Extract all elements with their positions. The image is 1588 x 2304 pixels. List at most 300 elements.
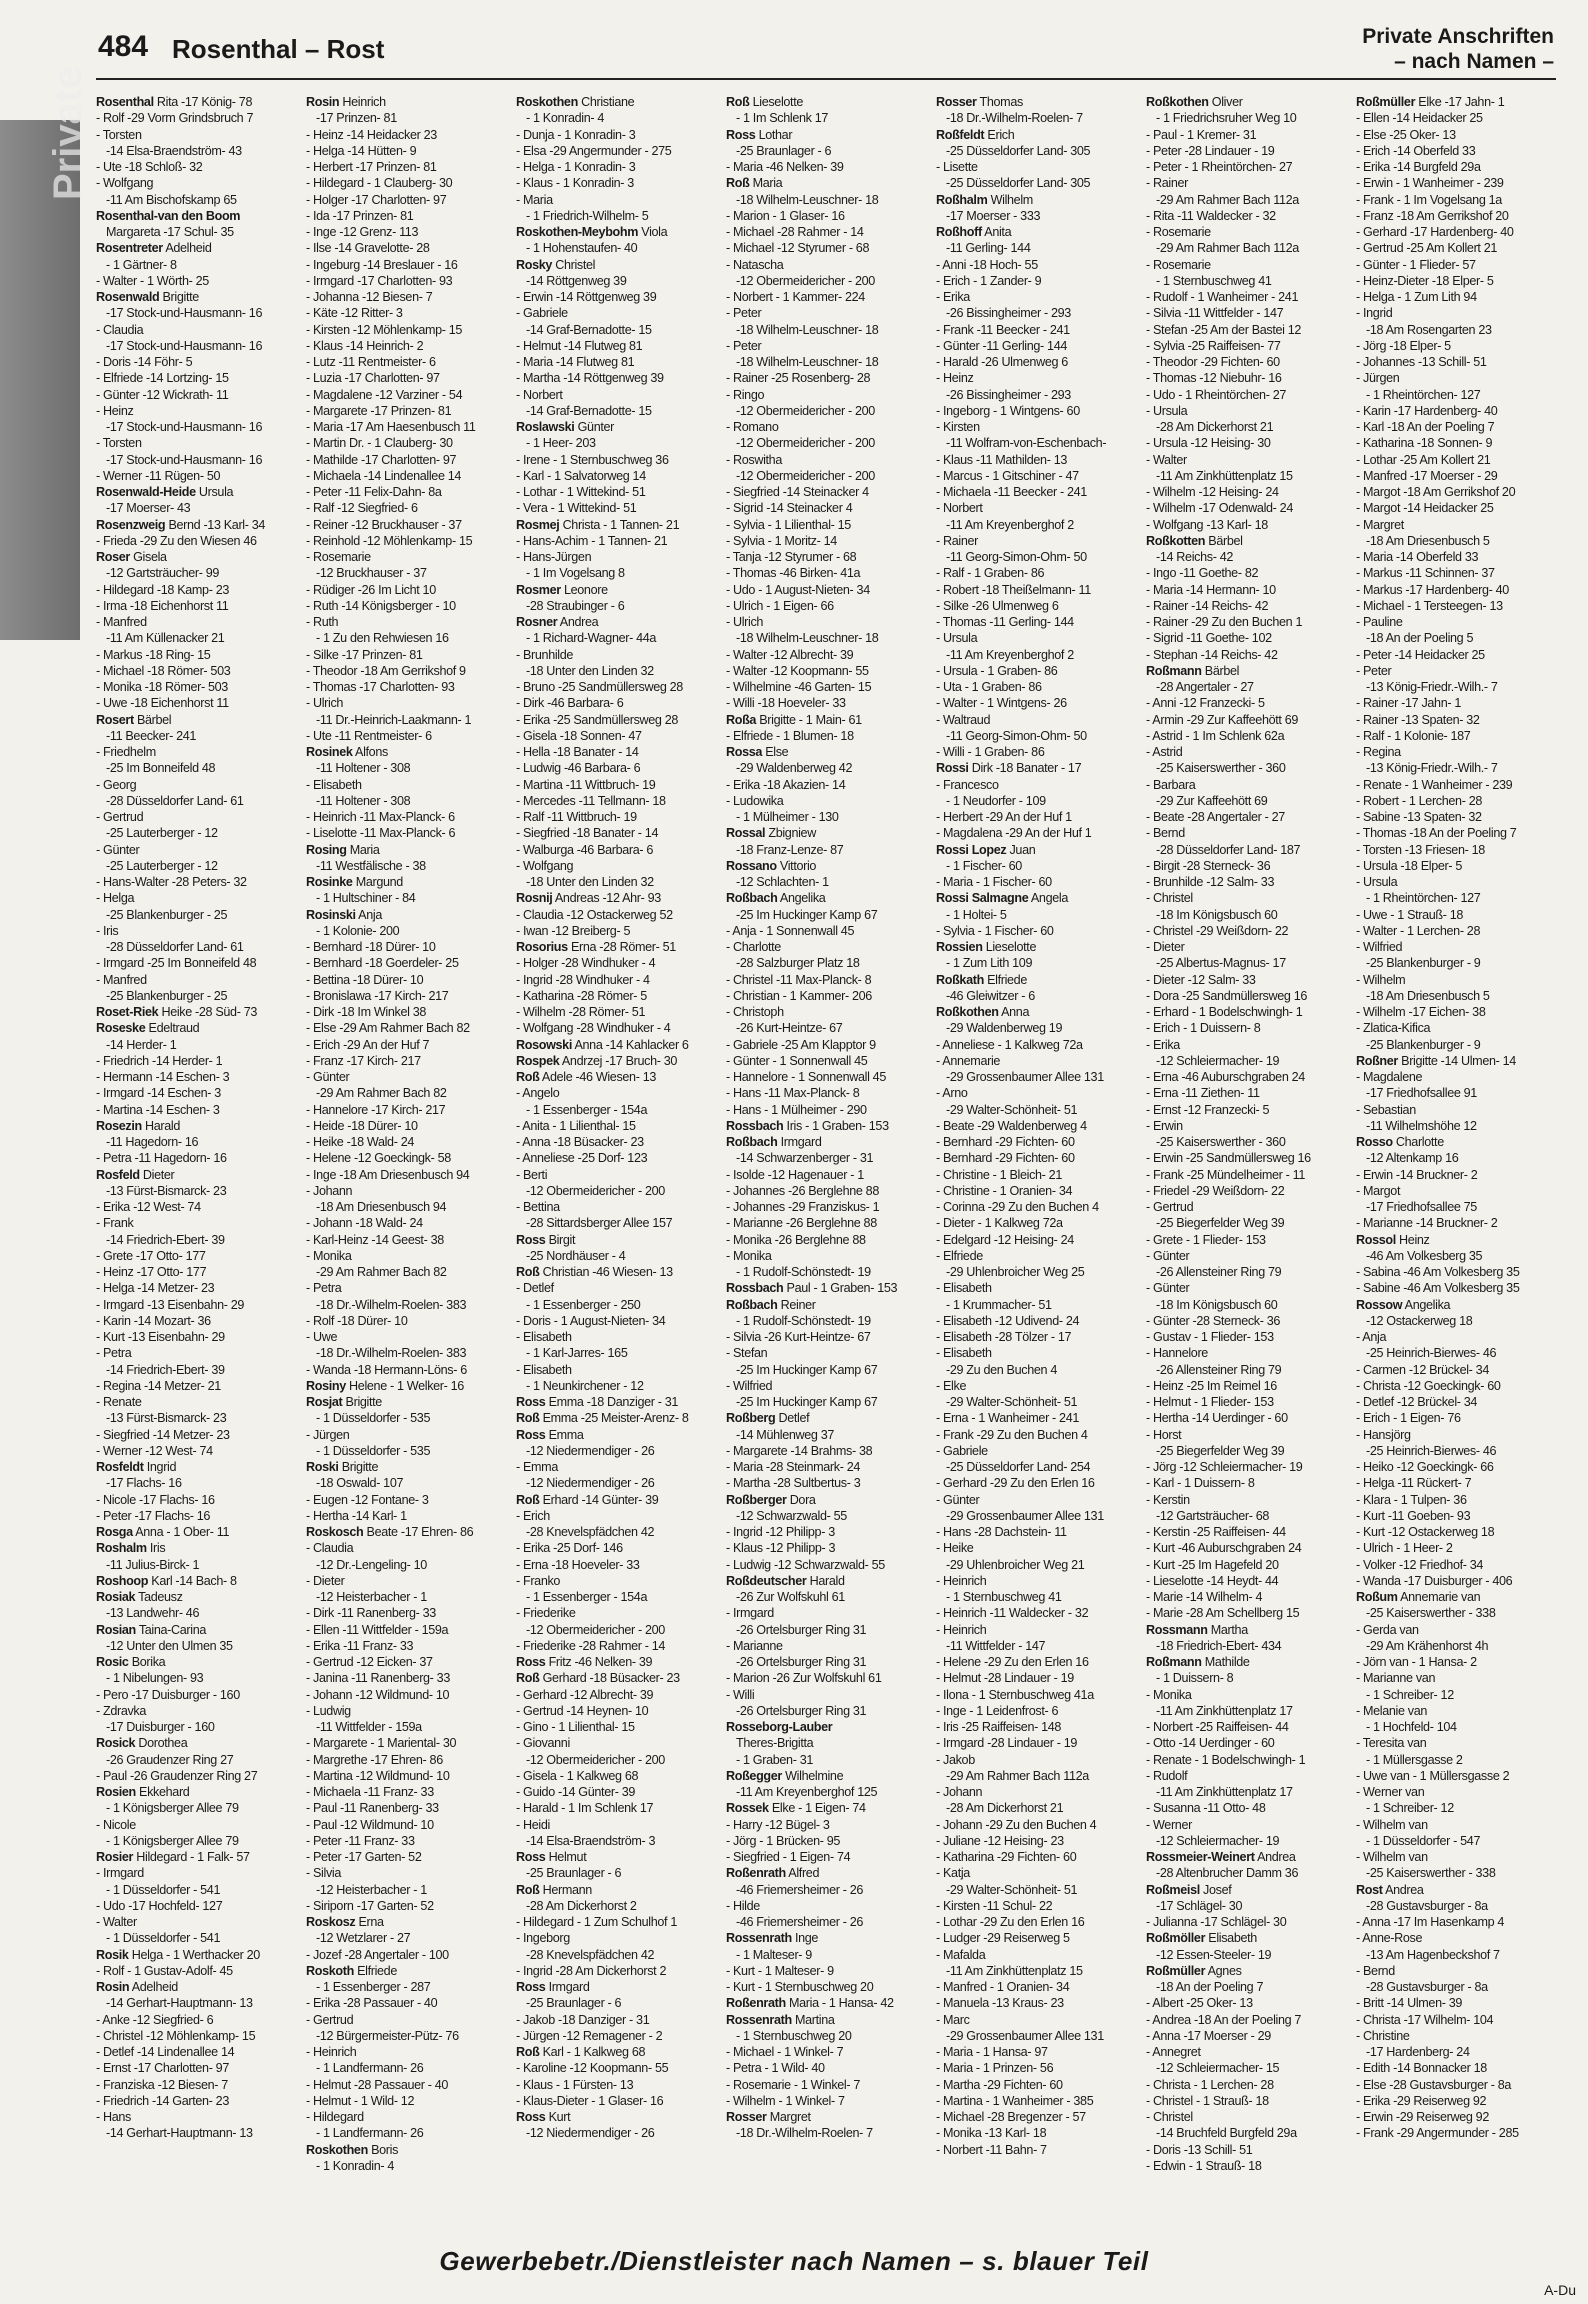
directory-entry xyxy=(1146,582,1350,598)
directory-entry xyxy=(1146,192,1350,208)
entry-text: -29 Uhlenbroicher Weg 25 xyxy=(946,1265,1085,1279)
entry-text: - Hans-Achim - 1 Tannen- 21 xyxy=(516,533,668,548)
surname: Rosnij xyxy=(516,891,553,906)
directory-entry xyxy=(936,403,1140,419)
entry-text: - Rainer -14 Reichs- 42 xyxy=(1146,598,1269,613)
directory-entry xyxy=(726,1183,930,1199)
directory-entry xyxy=(96,127,300,143)
surname: Roß xyxy=(516,1882,540,1897)
directory-entry xyxy=(1146,1654,1350,1670)
entry-text: - Mathilde -17 Charlotten- 97 xyxy=(306,452,457,467)
entry-text: - Peter xyxy=(726,338,762,353)
entry-text: - Detlef xyxy=(516,1281,554,1296)
entry-text: - Ingrid xyxy=(1356,306,1393,321)
entry-text: - Franz -18 Am Gerrikshof 20 xyxy=(1356,208,1509,223)
directory-entry xyxy=(936,565,1140,581)
directory-entry xyxy=(1146,1557,1350,1573)
entry-text: - Karin -14 Mozart- 36 xyxy=(96,1313,211,1328)
entry-text: -14 Schwarzenberger - 31 xyxy=(736,1151,874,1166)
directory-entry xyxy=(936,1443,1140,1459)
directory-entry xyxy=(726,1670,930,1686)
entry-text: - Günter xyxy=(1146,1281,1190,1296)
directory-entry xyxy=(516,1817,720,1833)
directory-entry xyxy=(516,1004,720,1020)
directory-entry xyxy=(96,2077,300,2093)
directory-entry xyxy=(96,1898,300,1914)
entry-text: Annemarie van xyxy=(1400,1590,1481,1604)
directory-entry xyxy=(516,598,720,614)
directory-entry xyxy=(726,923,930,939)
entry-text: - Christa -17 Wilhelm- 104 xyxy=(1356,2012,1494,2027)
directory-entry xyxy=(1356,728,1560,744)
entry-text: - Nicole xyxy=(96,1817,136,1832)
directory-entry xyxy=(516,1053,720,1069)
entry-text: -18 Wilhelm-Leuschner- 18 xyxy=(736,322,879,337)
directory-entry xyxy=(1146,1459,1350,1475)
directory-entry xyxy=(726,1752,930,1768)
directory-entry xyxy=(726,2044,930,2060)
entry-text: - Torsten xyxy=(96,127,142,142)
directory-entry xyxy=(1356,1800,1560,1816)
entry-text: - Heiko -12 Goeckingk- 66 xyxy=(1356,1460,1494,1474)
entry-text: -11 Wittfelder - 159a xyxy=(316,1720,422,1734)
directory-entry xyxy=(936,582,1140,598)
entry-text: -26 Kurt-Heintze- 67 xyxy=(736,1021,843,1036)
directory-entry xyxy=(306,338,510,354)
directory-entry xyxy=(306,858,510,874)
directory-entry xyxy=(726,1930,930,1946)
entry-text: - Karoline -12 Koopmann- 55 xyxy=(516,2061,669,2076)
directory-entry xyxy=(1356,890,1560,906)
directory-entry xyxy=(306,1524,510,1540)
directory-entry xyxy=(936,192,1140,208)
entry-text: - Kirsten -11 Schul- 22 xyxy=(936,1898,1053,1913)
directory-entry xyxy=(96,208,300,224)
directory-entry xyxy=(1356,1378,1560,1394)
entry-text: - Renate xyxy=(96,1395,142,1409)
entry-text: -14 Gerhart-Hauptmann- 13 xyxy=(106,1996,253,2011)
entry-text: -12 Unter den Ulmen 35 xyxy=(106,1638,233,1653)
entry-text: - Harry -12 Bügel- 3 xyxy=(726,1817,830,1832)
directory-entry xyxy=(1146,858,1350,874)
directory-entry xyxy=(306,565,510,581)
entry-text: - Karl - 1 Salvatorweg 14 xyxy=(516,468,646,483)
surname: Rosin xyxy=(96,1980,130,1994)
directory-entry xyxy=(96,257,300,273)
directory-entry xyxy=(936,1459,1140,1475)
directory-entry xyxy=(516,1492,720,1508)
section-tab xyxy=(0,66,90,640)
surname: Rosien xyxy=(96,1785,136,1799)
directory-entry xyxy=(726,1264,930,1280)
directory-entry xyxy=(96,387,300,403)
entry-text: - Hildegard -18 Kamp- 23 xyxy=(96,582,229,597)
directory-entry xyxy=(1146,2093,1350,2109)
entry-text: - Udo -17 Hochfeld- 127 xyxy=(96,1898,223,1913)
directory-entry xyxy=(96,1979,300,1995)
directory-entry xyxy=(726,2060,930,2076)
directory-entry xyxy=(1146,1849,1350,1865)
directory-entry xyxy=(1356,1784,1560,1800)
entry-text: Dora xyxy=(789,1492,816,1507)
directory-entry xyxy=(726,1638,930,1654)
directory-entry xyxy=(726,110,930,126)
directory-entry xyxy=(1146,1735,1350,1751)
directory-entry xyxy=(96,939,300,955)
entry-text: - Gerda van xyxy=(1356,1622,1419,1637)
directory-entry xyxy=(726,484,930,500)
directory-entry xyxy=(726,1735,930,1751)
entry-text: - Zdravka xyxy=(96,1703,147,1718)
entry-text: - Sylvia - 1 Lilienthal- 15 xyxy=(726,517,851,532)
directory-entry xyxy=(1146,1053,1350,1069)
directory-entry xyxy=(306,1394,510,1410)
entry-text: - Doris -13 Schill- 51 xyxy=(1146,2142,1253,2157)
directory-entry xyxy=(306,419,510,435)
entry-text: -11 Julius-Birck- 1 xyxy=(106,1557,200,1572)
entry-text: - Werner -11 Rügen- 50 xyxy=(96,468,221,483)
directory-entry xyxy=(1146,777,1350,793)
entry-text: - Hella -18 Banater - 14 xyxy=(516,745,639,759)
directory-entry xyxy=(306,175,510,191)
entry-text: Taina-Carina xyxy=(138,1622,207,1637)
directory-entry xyxy=(1146,923,1350,939)
entry-text: - Kurt - 1 Malteser- 9 xyxy=(726,1963,834,1978)
directory-entry xyxy=(936,1800,1140,1816)
directory-entry xyxy=(306,1232,510,1248)
entry-text: Vittorio xyxy=(779,858,817,873)
entry-text: - Gerhard -29 Zu den Erlen 16 xyxy=(936,1476,1095,1491)
directory-entry xyxy=(726,1313,930,1329)
entry-text: - Erika -18 Akazien- 14 xyxy=(726,777,846,792)
entry-text: - Elisabeth xyxy=(516,1362,572,1377)
directory-entry xyxy=(516,793,720,809)
entry-text: - Elisabeth xyxy=(306,777,362,792)
entry-text: - Bernd xyxy=(1356,1963,1395,1978)
directory-entry xyxy=(726,1524,930,1540)
entry-text: Martina xyxy=(794,2012,835,2027)
directory-entry xyxy=(726,630,930,646)
entry-text: - Walter - 1 Lerchen- 28 xyxy=(1356,923,1481,938)
entry-text: -17 Schlägel- 30 xyxy=(1156,1898,1243,1913)
entry-text: -29 Walter-Schönheit- 51 xyxy=(946,1395,1078,1409)
directory-entry xyxy=(1146,1687,1350,1703)
directory-entry xyxy=(936,1004,1140,1020)
entry-text: - Teresita van xyxy=(1356,1736,1427,1751)
directory-entry xyxy=(1356,598,1560,614)
entry-text: - Peter -17 Flachs- 16 xyxy=(96,1508,211,1523)
entry-text: - Paul -26 Graudenzer Ring 27 xyxy=(96,1768,258,1783)
entry-text: - Elisabeth -12 Udivend- 24 xyxy=(936,1313,1080,1328)
directory-entry xyxy=(726,208,930,224)
directory-entry xyxy=(936,1768,1140,1784)
entry-text: - Frank -25 Mündelheimer - 11 xyxy=(1146,1167,1305,1182)
directory-entry xyxy=(516,1329,720,1345)
directory-entry xyxy=(306,435,510,451)
directory-entry xyxy=(306,1995,510,2011)
entry-text: - Jürgen xyxy=(306,1427,350,1442)
directory-entry xyxy=(726,1459,930,1475)
entry-text: - Friederike -28 Rahmer - 14 xyxy=(516,1638,666,1653)
entry-text: - Albert -25 Oker- 13 xyxy=(1146,1996,1253,2011)
directory-entry xyxy=(516,858,720,874)
entry-text: -18 Am Driesenbusch 5 xyxy=(1366,988,1490,1003)
entry-text: - Hermann -14 Eschen- 3 xyxy=(96,1070,230,1084)
surname: Ross xyxy=(516,1427,546,1442)
directory-entry xyxy=(1356,1703,1560,1719)
entry-text: - Monika -13 Karl- 18 xyxy=(936,2126,1047,2141)
directory-entry xyxy=(516,1865,720,1881)
directory-entry xyxy=(96,1752,300,1768)
directory-entry xyxy=(306,127,510,143)
directory-entry xyxy=(726,1280,930,1296)
directory-entry xyxy=(1356,825,1560,841)
entry-text: - Zlatica-Kifica xyxy=(1356,1021,1431,1036)
entry-text: - Sabina -46 Am Volkesberg 35 xyxy=(1356,1265,1520,1279)
surname: Rossmeier-Weinert xyxy=(1146,1850,1255,1864)
entry-text: - 1 Hultschiner - 84 xyxy=(316,891,416,906)
directory-entry xyxy=(1146,1345,1350,1361)
entry-text: - Wanda -18 Hermann-Löns- 6 xyxy=(306,1362,467,1377)
entry-text: -18 Am Driesenbusch 94 xyxy=(316,1200,447,1214)
entry-text: - Maria -14 Flutweg 81 xyxy=(516,355,635,369)
entry-text: - 1 Konradin- 4 xyxy=(526,111,605,126)
directory-entry xyxy=(516,1215,720,1231)
entry-text: - Gertrud -14 Heynen- 10 xyxy=(516,1703,649,1718)
directory-entry xyxy=(96,1085,300,1101)
directory-entry xyxy=(936,240,1140,256)
directory-entry xyxy=(516,939,720,955)
entry-text: - Irmgard -14 Eschen- 3 xyxy=(96,1086,221,1101)
directory-entry xyxy=(1146,1605,1350,1621)
page-header xyxy=(0,0,1588,80)
entry-text: - 1 Sternbuschweg 41 xyxy=(1156,273,1272,288)
directory-entry xyxy=(726,468,930,484)
directory-entry xyxy=(1356,939,1560,955)
directory-entry xyxy=(1356,663,1560,679)
entry-text: - Helene -29 Zu den Erlen 16 xyxy=(936,1655,1089,1669)
directory-entry xyxy=(306,1914,510,1930)
entry-text: -25 Biegerfelder Weg 39 xyxy=(1156,1216,1285,1231)
entry-text: Angelika xyxy=(1404,1297,1451,1312)
entry-text: - Norbert xyxy=(936,501,983,516)
directory-entry xyxy=(306,2012,510,2028)
directory-entry xyxy=(306,1150,510,1166)
entry-text: - Peter -11 Felix-Dahn- 8a xyxy=(306,485,442,499)
directory-entry xyxy=(726,874,930,890)
entry-text: - Lieselotte -14 Heydt- 44 xyxy=(1146,1573,1279,1588)
running-head-line1: Private Anschriften xyxy=(1362,25,1554,48)
directory-entry xyxy=(726,1443,930,1459)
entry-text: - Ralf -12 Siegfried- 6 xyxy=(306,501,418,516)
directory-entry xyxy=(936,419,1140,435)
directory-entry xyxy=(936,972,1140,988)
entry-text: - Elsa -29 Angermunder - 275 xyxy=(516,143,672,158)
entry-text: Andrea xyxy=(1257,1850,1296,1864)
page-title: Rosenthal – Rost xyxy=(172,34,385,64)
directory-entry xyxy=(936,2109,1140,2125)
directory-entry xyxy=(1146,614,1350,630)
directory-entry xyxy=(726,452,930,468)
surname: Rosinke xyxy=(306,875,353,889)
entry-text: - Helga -11 Rückert- 7 xyxy=(1356,1476,1472,1491)
directory-entry xyxy=(1356,175,1560,191)
entry-text: - 1 Königsberger Allee 79 xyxy=(106,1801,239,1816)
surname: Roßum xyxy=(1356,1590,1398,1604)
directory-entry xyxy=(516,1410,720,1426)
entry-text: - Bernhard -29 Fichten- 60 xyxy=(936,1151,1075,1166)
surname: Roseske xyxy=(96,1021,146,1036)
entry-text: - Jürgen xyxy=(1356,371,1400,386)
entry-text: -26 Ortelsburger Ring 31 xyxy=(736,1655,867,1669)
entry-text: - 1 Sternbuschweg 20 xyxy=(736,2028,852,2043)
entry-text: - Hertha -14 Uerdinger - 60 xyxy=(1146,1411,1288,1426)
directory-entry xyxy=(726,955,930,971)
entry-text: - Günter - 1 Flieder- 57 xyxy=(1356,257,1476,272)
directory-entry xyxy=(96,1102,300,1118)
directory-entry xyxy=(936,1410,1140,1426)
directory-entry xyxy=(306,842,510,858)
directory-entry xyxy=(1356,1102,1560,1118)
directory-entry xyxy=(516,890,720,906)
entry-text: - Wolfgang -28 Windhuker - 4 xyxy=(516,1021,671,1036)
directory-entry xyxy=(96,2109,300,2125)
entry-text: -12 Obermeidericher - 200 xyxy=(736,468,875,483)
entry-text: - Katharina -29 Fichten- 60 xyxy=(936,1850,1077,1864)
directory-entry xyxy=(306,1297,510,1313)
entry-text: - Anna -17 Moerser - 29 xyxy=(1146,2028,1271,2043)
directory-entry xyxy=(306,1865,510,1881)
directory-entry xyxy=(516,1524,720,1540)
entry-text: - Ursula xyxy=(1356,875,1398,889)
directory-entry xyxy=(96,874,300,890)
directory-entry xyxy=(936,939,1140,955)
entry-text: - Ida -17 Prinzen- 81 xyxy=(306,208,414,223)
entry-text: - Rainer -17 Jahn- 1 xyxy=(1356,696,1461,711)
directory-entry xyxy=(96,695,300,711)
entry-text: - Helga xyxy=(96,891,135,906)
entry-text: - Rosemarie xyxy=(1146,225,1211,239)
directory-entry xyxy=(306,1605,510,1621)
entry-text: - Walburga -46 Barbara- 6 xyxy=(516,842,654,857)
directory-entry xyxy=(516,1443,720,1459)
entry-text: - Hannelore -17 Kirch- 217 xyxy=(306,1102,446,1117)
entry-text: - Susanna -11 Otto- 48 xyxy=(1146,1801,1266,1816)
directory-entry xyxy=(1146,452,1350,468)
entry-text: - Ludger -29 Reiserweg 5 xyxy=(936,1931,1070,1946)
directory-entry xyxy=(936,224,1140,240)
directory-entry xyxy=(726,1768,930,1784)
directory-entry xyxy=(1356,1443,1560,1459)
entry-text: - Anna -18 Büsacker- 23 xyxy=(516,1135,644,1149)
entry-text: - Monika -26 Berglehne 88 xyxy=(726,1232,866,1247)
directory-entry xyxy=(96,1183,300,1199)
entry-text: Lieselotte xyxy=(985,940,1037,954)
entry-text: - Heinz -17 Otto- 177 xyxy=(96,1265,207,1279)
entry-text: -25 Düsseldorfer Land- 305 xyxy=(946,176,1091,191)
entry-text: - Helmut - 1 Wild- 12 xyxy=(306,2093,415,2108)
directory-entry xyxy=(1356,224,1560,240)
surname: Roßkath xyxy=(936,972,984,987)
directory-entry xyxy=(96,549,300,565)
directory-entry xyxy=(96,1557,300,1573)
entry-text: - Else -25 Oker- 13 xyxy=(1356,127,1456,142)
entry-text: -28 Gustavsburger - 8a xyxy=(1366,1980,1488,1994)
directory-entry xyxy=(306,760,510,776)
entry-text: - Hans-Walter -28 Peters- 32 xyxy=(96,875,247,889)
footer-note: Gewerbebetr./Dienstleister nach Namen – s. blauer Teil xyxy=(439,2246,1149,2276)
entry-text: - Ingo -11 Goethe- 82 xyxy=(1146,566,1259,581)
entry-text: - Ursula -12 Heising- 30 xyxy=(1146,436,1271,451)
entry-text: - Hannelore xyxy=(1146,1346,1208,1361)
entry-text: -25 Blankenburger - 25 xyxy=(106,907,228,922)
entry-text: -28 Düsseldorfer Land- 61 xyxy=(106,940,244,954)
directory-entry xyxy=(1356,2125,1560,2141)
directory-entry xyxy=(306,972,510,988)
directory-entry xyxy=(936,842,1140,858)
entry-text: - Anna -17 Im Hasenkamp 4 xyxy=(1356,1915,1505,1929)
entry-text: - Georg xyxy=(96,777,137,792)
directory-entry xyxy=(936,907,1140,923)
directory-entry xyxy=(1356,1167,1560,1183)
directory-entry xyxy=(306,1378,510,1394)
entry-text: - Giovanni xyxy=(516,1736,570,1751)
directory-entry xyxy=(726,2012,930,2028)
entry-text: -25 Kaiserswerther - 338 xyxy=(1366,1866,1496,1881)
directory-entry xyxy=(726,517,930,533)
entry-text: -14 Elsa-Braendström- 43 xyxy=(106,143,242,158)
entry-text: - Werner van xyxy=(1356,1785,1425,1799)
directory-entry xyxy=(936,1557,1140,1573)
directory-entry xyxy=(96,110,300,126)
entry-text: - Doris -14 Föhr- 5 xyxy=(96,355,193,369)
surname: Rossenrath xyxy=(726,1931,792,1946)
directory-entry xyxy=(516,647,720,663)
entry-text: - Helga -14 Hütten- 9 xyxy=(306,143,417,158)
directory-entry xyxy=(936,1394,1140,1410)
directory-entry xyxy=(936,143,1140,159)
directory-entry xyxy=(516,679,720,695)
directory-entry xyxy=(1146,793,1350,809)
entry-text: - Michael - 1 Winkel- 7 xyxy=(726,2045,844,2059)
entry-text: - Elisabeth xyxy=(516,1330,572,1344)
entry-text: -12 Bruckhauser - 37 xyxy=(316,566,427,581)
entry-text: - Ursula - 1 Graben- 86 xyxy=(936,663,1058,678)
directory-entry xyxy=(96,273,300,289)
directory-entry xyxy=(306,1053,510,1069)
directory-entry xyxy=(96,1297,300,1313)
entry-text: - 1 Rudolf-Schönstedt- 19 xyxy=(736,1313,871,1328)
entry-text: - Astrid - 1 Im Schlenk 62a xyxy=(1146,728,1285,743)
surname: Rospek xyxy=(516,1053,560,1068)
entry-text: - Ulrich xyxy=(726,615,764,629)
entry-text: -25 Im Bonneifeld 48 xyxy=(106,761,216,776)
entry-text: - Margarete - 1 Mariental- 30 xyxy=(306,1736,457,1751)
entry-text: -14 Röttgenweg 39 xyxy=(526,273,627,288)
entry-text: -14 Friedrich-Ebert- 39 xyxy=(106,1232,225,1247)
surname: Roser xyxy=(96,550,130,564)
entry-text: - Rudolf xyxy=(1146,1768,1188,1783)
entry-text: - Robert - 1 Lerchen- 28 xyxy=(1356,793,1482,808)
entry-text: - Emma xyxy=(516,1460,558,1474)
entry-text: -12 Gartsträucher- 99 xyxy=(106,566,220,581)
entry-text: -13 Am Hagenbeckshof 7 xyxy=(1366,1947,1500,1962)
entry-text: -18 Dr.-Wilhelm-Roelen- 7 xyxy=(736,2126,873,2141)
directory-entry xyxy=(726,1622,930,1638)
directory-entry xyxy=(726,1345,930,1361)
directory-entry xyxy=(726,1963,930,1979)
surname: Ross xyxy=(516,1232,546,1247)
